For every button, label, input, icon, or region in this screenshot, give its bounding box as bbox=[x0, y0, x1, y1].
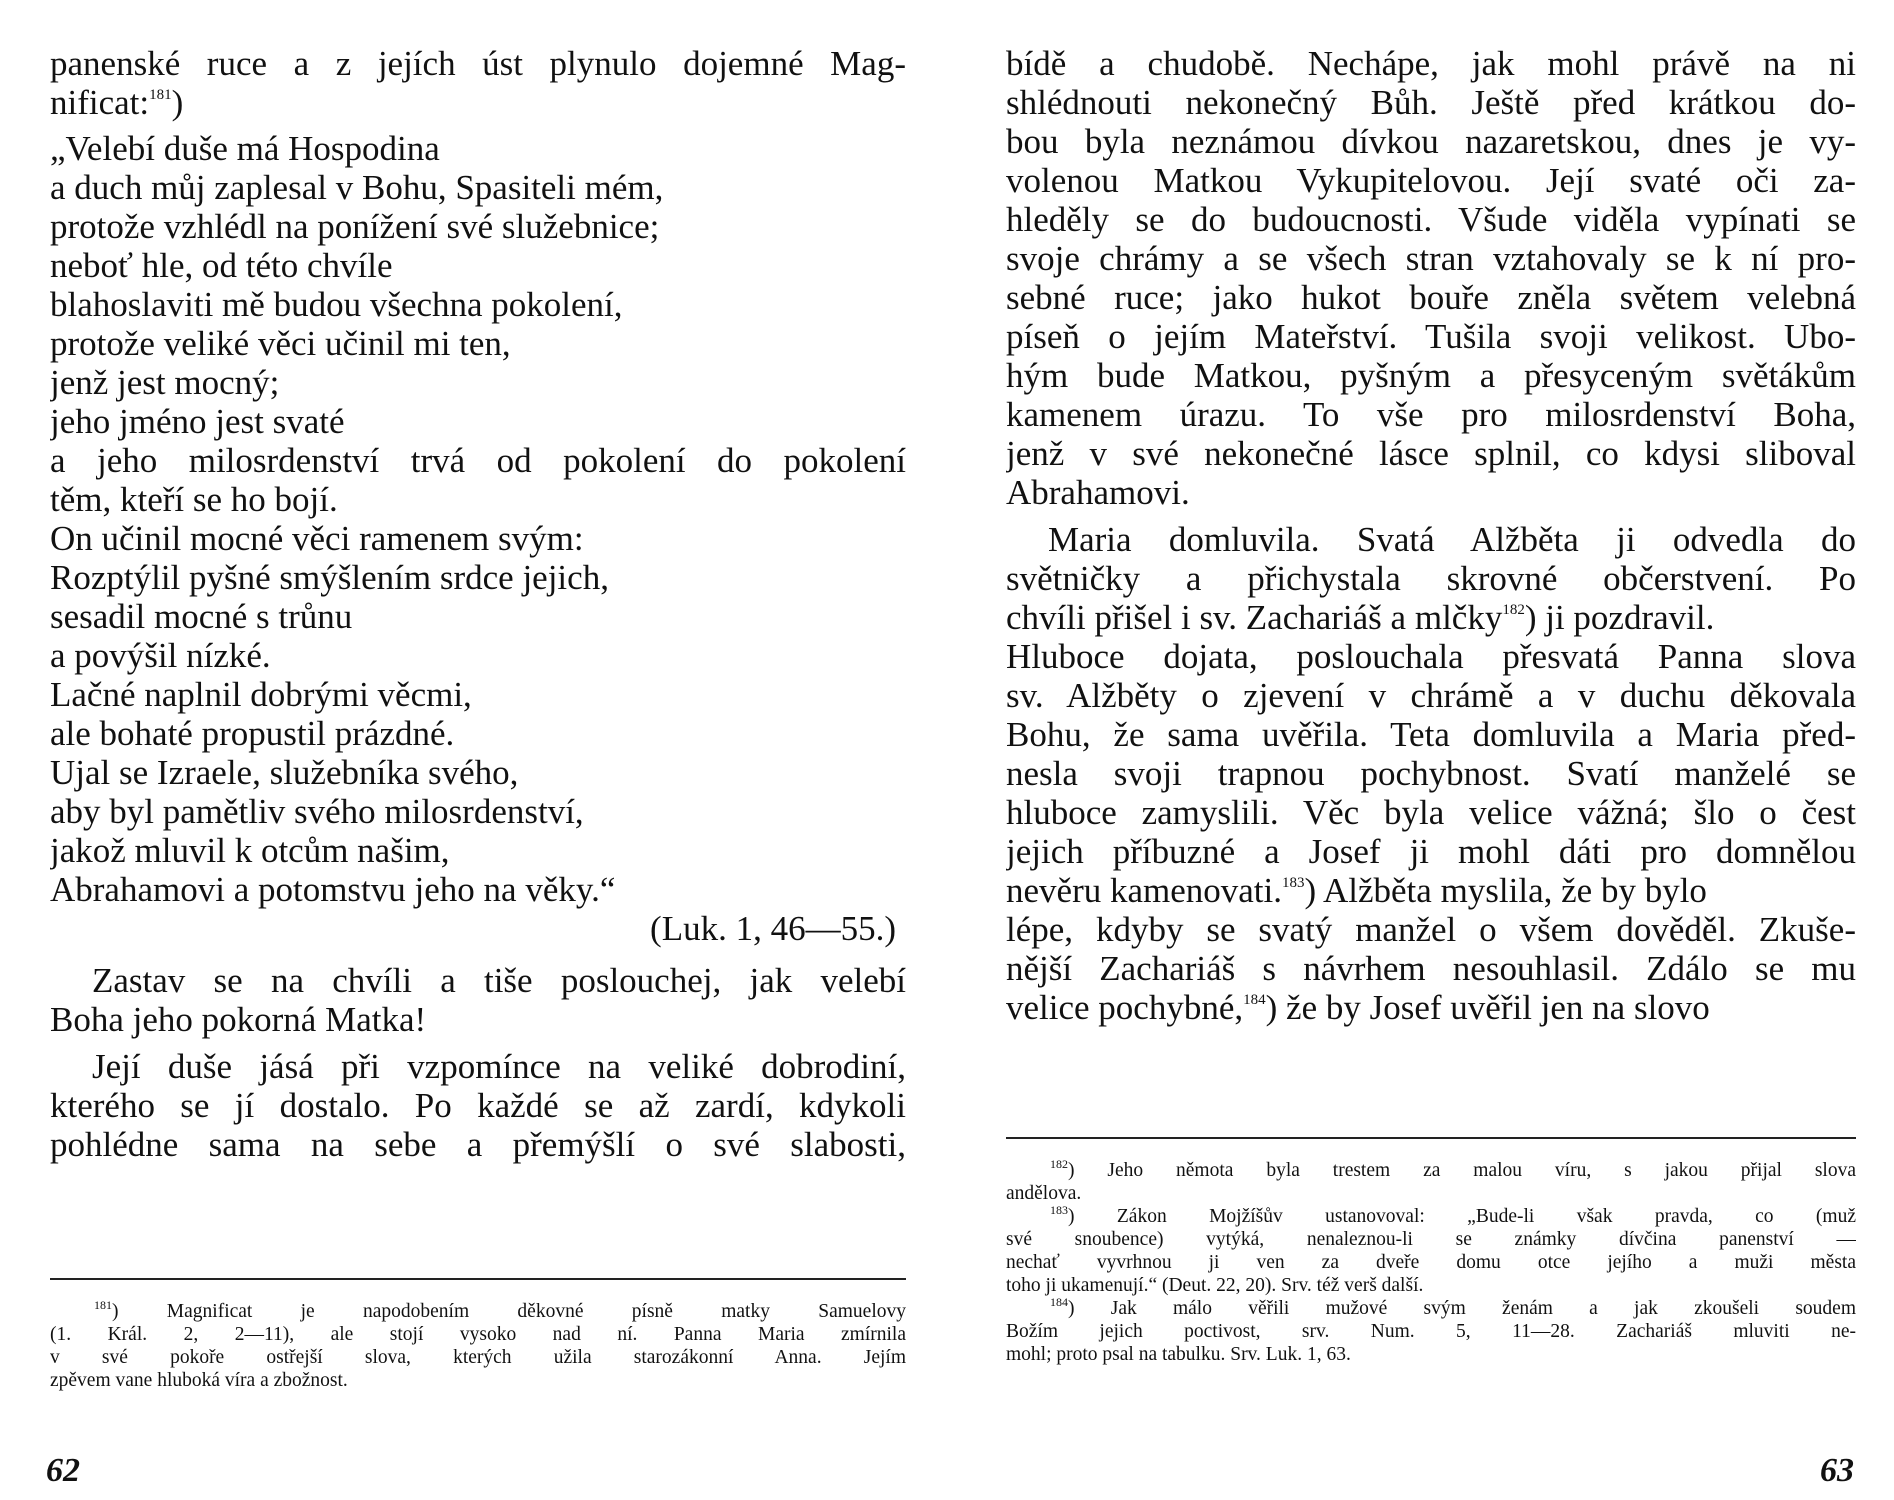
text-line: píseň o jejím Mateřství. Tušila svoji velikost. Ubo- bbox=[1006, 317, 1856, 356]
verse-line: jenž jest mocný; bbox=[50, 363, 280, 402]
text-fragment: nevěru kamenovati. bbox=[1006, 871, 1283, 910]
text-line-with-note bbox=[1006, 598, 1856, 637]
text-line: shlédnouti nekonečný Bůh. Ještě před krátkou do- bbox=[1006, 83, 1856, 122]
left-page-body bbox=[50, 44, 906, 1164]
verse-line: a duch můj zaplesal v Bohu, Spasiteli mém, bbox=[50, 168, 664, 207]
text-line: jenž v své nekonečné lásce splnil, co kdysi sliboval bbox=[1006, 434, 1856, 473]
text-fragment: ) Magnificat je napodobením děkovné písně matky Samuelovy bbox=[112, 1301, 906, 1322]
verse-line: „Velebí duše má Hospodina bbox=[50, 129, 440, 168]
footnote-divider bbox=[1006, 1137, 1856, 1139]
text-fragment: velice pochybné, bbox=[1006, 988, 1244, 1027]
text-line: nější Zachariáš s návrhem nesouhlasil. Zdálo se mu bbox=[1006, 949, 1856, 988]
text-line: hým bude Matkou, pyšným a přesyceným světákům bbox=[1006, 356, 1856, 395]
verse-line: jakož mluvil k otcům našim, bbox=[50, 831, 450, 870]
magnificat-verse bbox=[50, 129, 906, 948]
text-line: lépe, kdyby se svatý manžel o všem dověděl. Zkuše- bbox=[1006, 910, 1856, 949]
verse-line: ale bohaté propustil prázdné. bbox=[50, 714, 455, 753]
text-line: Její duše jásá při vzpomínce na veliké dobrodiní, bbox=[92, 1047, 906, 1086]
verse-line: sesadil mocné s trůnu bbox=[50, 597, 353, 636]
footnote-line: zpěvem vane hluboká víra a zbožnost. bbox=[50, 1370, 348, 1391]
verse-line: jeho jméno jest svaté bbox=[50, 402, 345, 441]
text-fragment: ) ji pozdravil. bbox=[1524, 598, 1715, 637]
verse-line: a jeho milosrdenství trvá od pokolení do pokolení bbox=[50, 441, 906, 480]
page-number: 62 bbox=[46, 1452, 80, 1489]
paragraph bbox=[1006, 520, 1856, 1027]
text-fragment: ) Zákon Mojžíšův ustanovoval: „Bude-li však pravda, co (muž bbox=[1068, 1206, 1856, 1227]
verse-line: Rozptýlil pyšné smýšlením srdce jejich, bbox=[50, 558, 609, 597]
footnote-marker: 183 bbox=[1050, 1205, 1068, 1217]
footnote-line: své snoubence) vytýká, nenaleznou-li se známky dívčina panenství — bbox=[1006, 1229, 1856, 1250]
footnote-line bbox=[1006, 1159, 1856, 1182]
text-line: sebné ruce; jako hukot bouře zněla světem velebná bbox=[1006, 278, 1856, 317]
footnote-divider bbox=[50, 1278, 906, 1280]
footnotes-left bbox=[50, 1300, 906, 1392]
text-line: nesla svoji trapnou pochybnost. Svatí manželé se bbox=[1006, 754, 1856, 793]
verse-line: Ujal se Izraele, služebníka svého, bbox=[50, 753, 519, 792]
verse-line: blahoslaviti mě budou všechna pokolení, bbox=[50, 285, 623, 324]
paragraph bbox=[50, 1047, 906, 1164]
text-fragment: ) Jak málo věřili mužové svým ženám a jak zkoušeli soudem bbox=[1068, 1298, 1856, 1319]
footnote-reference: 182 bbox=[1502, 602, 1525, 618]
verse-line: aby byl pamětliv svého milosrdenství, bbox=[50, 792, 584, 831]
text-line: volenou Matkou Vykupitelovou. Její svaté oči za- bbox=[1006, 161, 1856, 200]
paragraph bbox=[50, 961, 906, 1039]
text-fragment: ) bbox=[171, 83, 184, 122]
footnote-reference: 181 bbox=[149, 87, 172, 103]
text-fragment: nificat: bbox=[50, 83, 150, 122]
text-fragment: ) že by Josef uvěřil jen na slovo bbox=[1265, 988, 1710, 1027]
footnote-marker: 184 bbox=[1050, 1297, 1068, 1309]
text-line: Bohu, že sama uvěřila. Teta domluvila a Maria před- bbox=[1006, 715, 1856, 754]
text-line: Maria domluvila. Svatá Alžběta ji odvedla do bbox=[1048, 520, 1856, 559]
text-fragment: chvíli přišel i sv. Zachariáš a mlčky bbox=[1006, 598, 1503, 637]
footnote-line: (1. Král. 2, 2—11), ale stojí vysoko nad ní. Panna Maria zmírnila bbox=[50, 1324, 906, 1345]
text-line: pohlédne sama na sebe a přemýšlí o své slabosti, bbox=[50, 1125, 906, 1164]
footnote-line: toho ji ukamenují.“ (Deut. 22, 20). Srv. též verš další. bbox=[1006, 1275, 1424, 1296]
text-line: sv. Alžběty o zjevení v chrámě a v duchu děkovala bbox=[1006, 676, 1856, 715]
text-line: kterého se jí dostalo. Po každé se až zardí, kdykoli bbox=[50, 1086, 906, 1125]
text-line: Zastav se na chvíli a tiše poslouchej, jak velebí bbox=[92, 961, 906, 1000]
text-line-with-note bbox=[50, 83, 906, 122]
footnote-line bbox=[1006, 1297, 1856, 1320]
footnote-marker: 182 bbox=[1050, 1159, 1068, 1171]
scripture-citation: (Luk. 1, 46—55.) bbox=[650, 909, 896, 948]
text-line: panenské ruce a z jejích úst plynulo dojemné Mag- bbox=[50, 44, 906, 83]
footnote-line bbox=[1006, 1205, 1856, 1228]
text-fragment: ) Alžběta myslila, že by bylo bbox=[1304, 871, 1707, 910]
footnote-line bbox=[50, 1300, 906, 1323]
text-line: světničky a přichystala skrovné občerstvení. Po bbox=[1006, 559, 1856, 598]
footnotes-right bbox=[1006, 1159, 1856, 1366]
footnote-reference: 183 bbox=[1282, 875, 1305, 891]
text-line-with-note bbox=[1006, 988, 1856, 1027]
verse-line: těm, kteří se ho bojí. bbox=[50, 480, 338, 519]
verse-line: Abrahamovi a potomstvu jeho na věky.“ bbox=[50, 870, 616, 909]
text-line: Abrahamovi. bbox=[1006, 473, 1190, 512]
footnote-marker: 181 bbox=[94, 1300, 112, 1312]
footnote-line: v své pokoře ostřejší slova, kterých užila starozákonní Anna. Jejím bbox=[50, 1347, 906, 1368]
verse-line: a povýšil nízké. bbox=[50, 636, 271, 675]
text-line-with-note bbox=[1006, 871, 1856, 910]
text-line: Boha jeho pokorná Matka! bbox=[50, 1000, 427, 1039]
text-line: svoje chrámy a se všech stran vztahovaly se k ní pro- bbox=[1006, 239, 1856, 278]
text-line: hleděly se do budoucnosti. Všude viděla vypínati se bbox=[1006, 200, 1856, 239]
footnote-line: mohl; proto psal na tabulku. Srv. Luk. 1, 63. bbox=[1006, 1344, 1351, 1365]
footnote-line: Božím jejich poctivost, srv. Num. 5, 11—28. Zachariáš mluviti ne- bbox=[1006, 1321, 1856, 1342]
footnote-line: andělova. bbox=[1006, 1183, 1082, 1204]
text-line: bou byla neznámou dívkou nazaretskou, dnes je vy- bbox=[1006, 122, 1856, 161]
verse-line: On učinil mocné věci ramenem svým: bbox=[50, 519, 584, 558]
text-line: hluboce zamyslili. Věc byla velice vážná; šlo o čest bbox=[1006, 793, 1856, 832]
page-number: 63 bbox=[1820, 1452, 1854, 1489]
text-line: jejich příbuzné a Josef ji mohl dáti pro domnělou bbox=[1006, 832, 1856, 871]
text-line: bídě a chudobě. Nechápe, jak mohl právě na ni bbox=[1006, 44, 1856, 83]
footnote-line: nechať vyvrhnou ji ven za dveře domu otce jejího a muži města bbox=[1006, 1252, 1856, 1273]
text-line: Hluboce dojata, poslouchala přesvatá Panna slova bbox=[1006, 637, 1856, 676]
verse-line: protože vzhlédl na ponížení své služebnice; bbox=[50, 207, 660, 246]
verse-line: Lačné naplnil dobrými věcmi, bbox=[50, 675, 472, 714]
verse-line: protože veliké věci učinil mi ten, bbox=[50, 324, 511, 363]
footnote-reference: 184 bbox=[1243, 992, 1266, 1008]
text-line: kamenem úrazu. To vše pro milosrdenství Boha, bbox=[1006, 395, 1856, 434]
verse-line: neboť hle, od této chvíle bbox=[50, 246, 393, 285]
text-fragment: ) Jeho němota byla trestem za malou víru, s jakou přijal slova bbox=[1068, 1160, 1856, 1181]
right-page-body bbox=[1006, 44, 1856, 1027]
